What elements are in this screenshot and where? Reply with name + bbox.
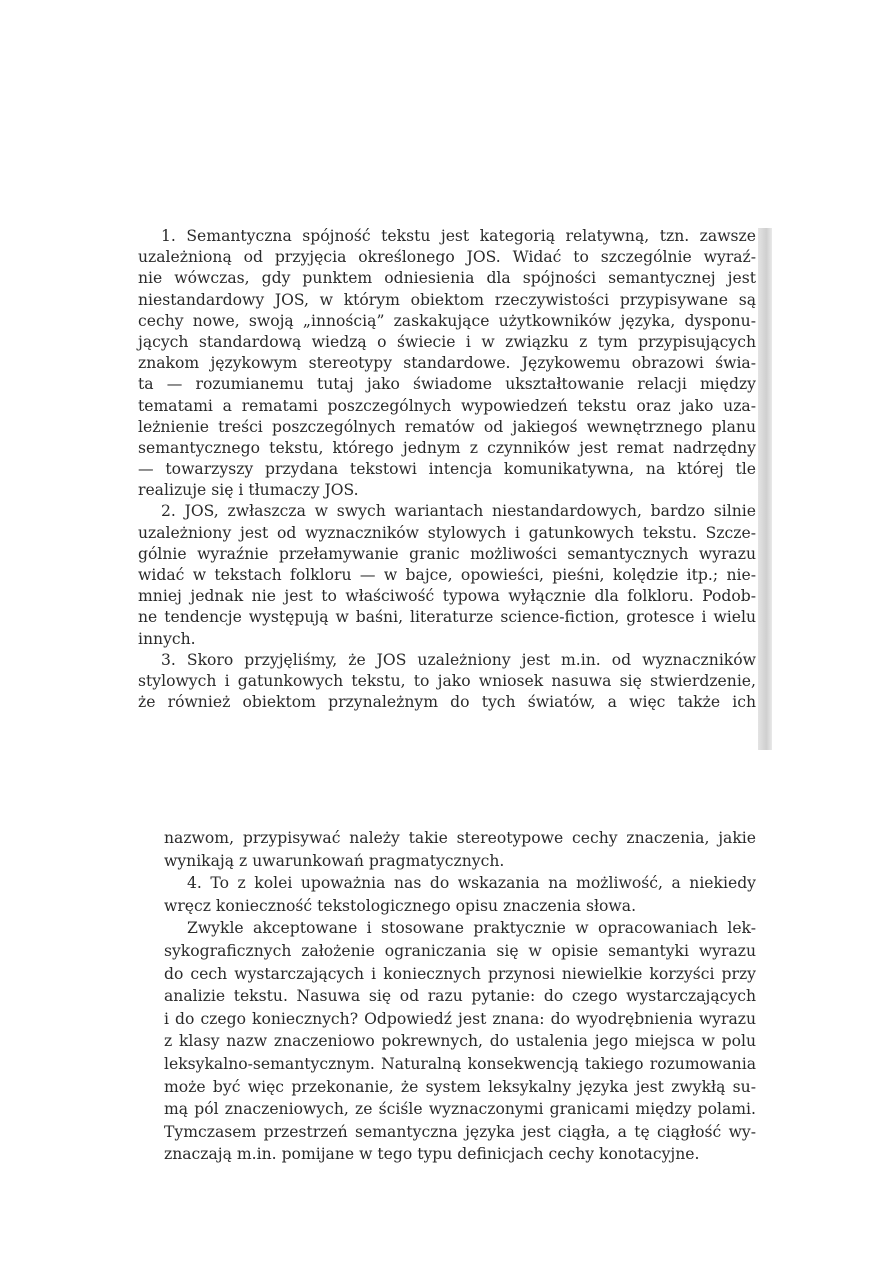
text-line: że również obiektom przynależnym do tych światów, a więc także ich: [138, 693, 756, 712]
paragraph-3-continued: [164, 827, 756, 872]
text-line: Zwykle akceptowane i stosowane praktycznie w opracowaniach lek-: [187, 919, 756, 938]
text-line: stylowych i gatunkowych tekstu, to jako wniosek nasuwa się stwierdzenie,: [138, 671, 756, 690]
text-line: mniej jednak nie jest to właściwość typowa wyłącznie dla folkloru. Podob-: [138, 587, 756, 606]
paragraph-1: [138, 226, 756, 501]
text-line: widać w tekstach folkloru — w bajce, opowieści, pieśni, kolędzie itp.; nie-: [138, 566, 756, 584]
text-block-top: [138, 226, 756, 713]
paragraph-3: [138, 650, 756, 714]
text-line: wręcz konieczność tekstologicznego opisu znaczenia słowa.: [164, 896, 637, 915]
text-line: 1. Semantyczna spójność tekstu jest kategorią relatywną, tzn. zawsze: [161, 227, 756, 245]
text-line: nie wówczas, gdy punktem odniesienia dla spójności semantycznej jest: [138, 269, 756, 288]
text-line: nazwom, przypisywać należy takie stereotypowe cechy znaczenia, jakie: [164, 829, 756, 847]
text-line: analizie tekstu. Nasuwa się od razu pytanie: do czego wystarczających: [164, 987, 756, 1006]
text-line: leksykalno-semantycznym. Naturalną konsekwencją takiego rozumowania: [164, 1054, 756, 1073]
text-line: leżnienie treści poszczególnych rematów od jakiegoś wewnętrznego planu: [138, 417, 756, 436]
text-line: 4. To z kolei upoważnia nas do wskazania na możliwość, a niekiedy: [187, 874, 756, 893]
text-line: znaczają m.in. pomijane w tego typu definicjach cechy konotacyjne.: [164, 1145, 700, 1164]
text-line: semantycznego tekstu, którego jednym z czynników jest remat nadrzędny: [138, 438, 756, 457]
text-line: ta — rozumianemu tutaj jako świadome ukształtowanie relacji między: [138, 375, 756, 394]
text-line: i do czego koniecznych? Odpowiedź jest znana: do wyodrębnienia wyrazu: [164, 1009, 756, 1028]
text-line: 3. Skoro przyjęliśmy, że JOS uzależniony jest m.in. od wyznaczników: [161, 650, 756, 669]
text-line: cechy nowe, swoją „innością” zaskakujące użytkowników języka, dysponu-: [138, 311, 756, 330]
text-line: znakom językowym stereotypy standardowe. Językowemu obrazowi świa-: [138, 354, 756, 373]
text-line: sykograficznych założenie ograniczania się w opisie semantyki wyrazu: [164, 941, 756, 960]
text-line: gólnie wyraźnie przełamywanie granic możliwości semantycznych wyrazu: [138, 544, 756, 563]
text-line: 2. JOS, zwłaszcza w swych wariantach niestandardowych, bardzo silnie: [161, 502, 756, 521]
text-line: realizuje się i tłumaczy JOS.: [138, 481, 359, 500]
text-line: ne tendencje występują w baśni, literaturze science-fiction, grotesce i wielu: [138, 608, 756, 627]
text-line: uzależnioną od przyjęcia określonego JOS. Widać to szczególnie wyraź-: [138, 248, 756, 267]
paragraph-4: [164, 872, 756, 917]
text-line: do cech wystarczających i koniecznych przynosi niewielkie korzyści przy: [164, 964, 756, 983]
text-line: wynikają z uwarunkowań pragmatycznych.: [164, 851, 505, 870]
text-line: z klasy nazw znaczeniowo pokrewnych, do ustalenia jego miejsca w polu: [164, 1032, 756, 1051]
text-line: mą pól znaczeniowych, ze ściśle wyznaczonymi granicami między polami.: [164, 1100, 756, 1119]
text-line: Tymczasem przestrzeń semantyczna języka jest ciągła, a tę ciągłość wy-: [164, 1122, 756, 1141]
text-line: innych.: [138, 629, 196, 648]
text-line: uzależniony jest od wyznaczników stylowych i gatunkowych tekstu. Szcze-: [138, 523, 756, 542]
scan-edge-shadow: [758, 228, 772, 750]
paragraph-5: [164, 917, 756, 1166]
text-line: może być więc przekonanie, że system leksykalny języka jest zwykłą su-: [164, 1077, 756, 1096]
text-line: niestandardowy JOS, w którym obiektom rzeczywistości przypisywane są: [138, 290, 756, 309]
paragraph-2: [138, 501, 756, 649]
text-line: tematami a rematami poszczególnych wypowiedzeń tekstu oraz jako uza-: [138, 396, 756, 415]
text-line: — towarzyszy przydana tekstowi intencja komunikatywna, na której tle: [138, 460, 756, 479]
text-line: jących standardową wiedzą o świecie i w związku z tym przypisujących: [138, 332, 756, 351]
text-block-bottom: [164, 827, 756, 1166]
